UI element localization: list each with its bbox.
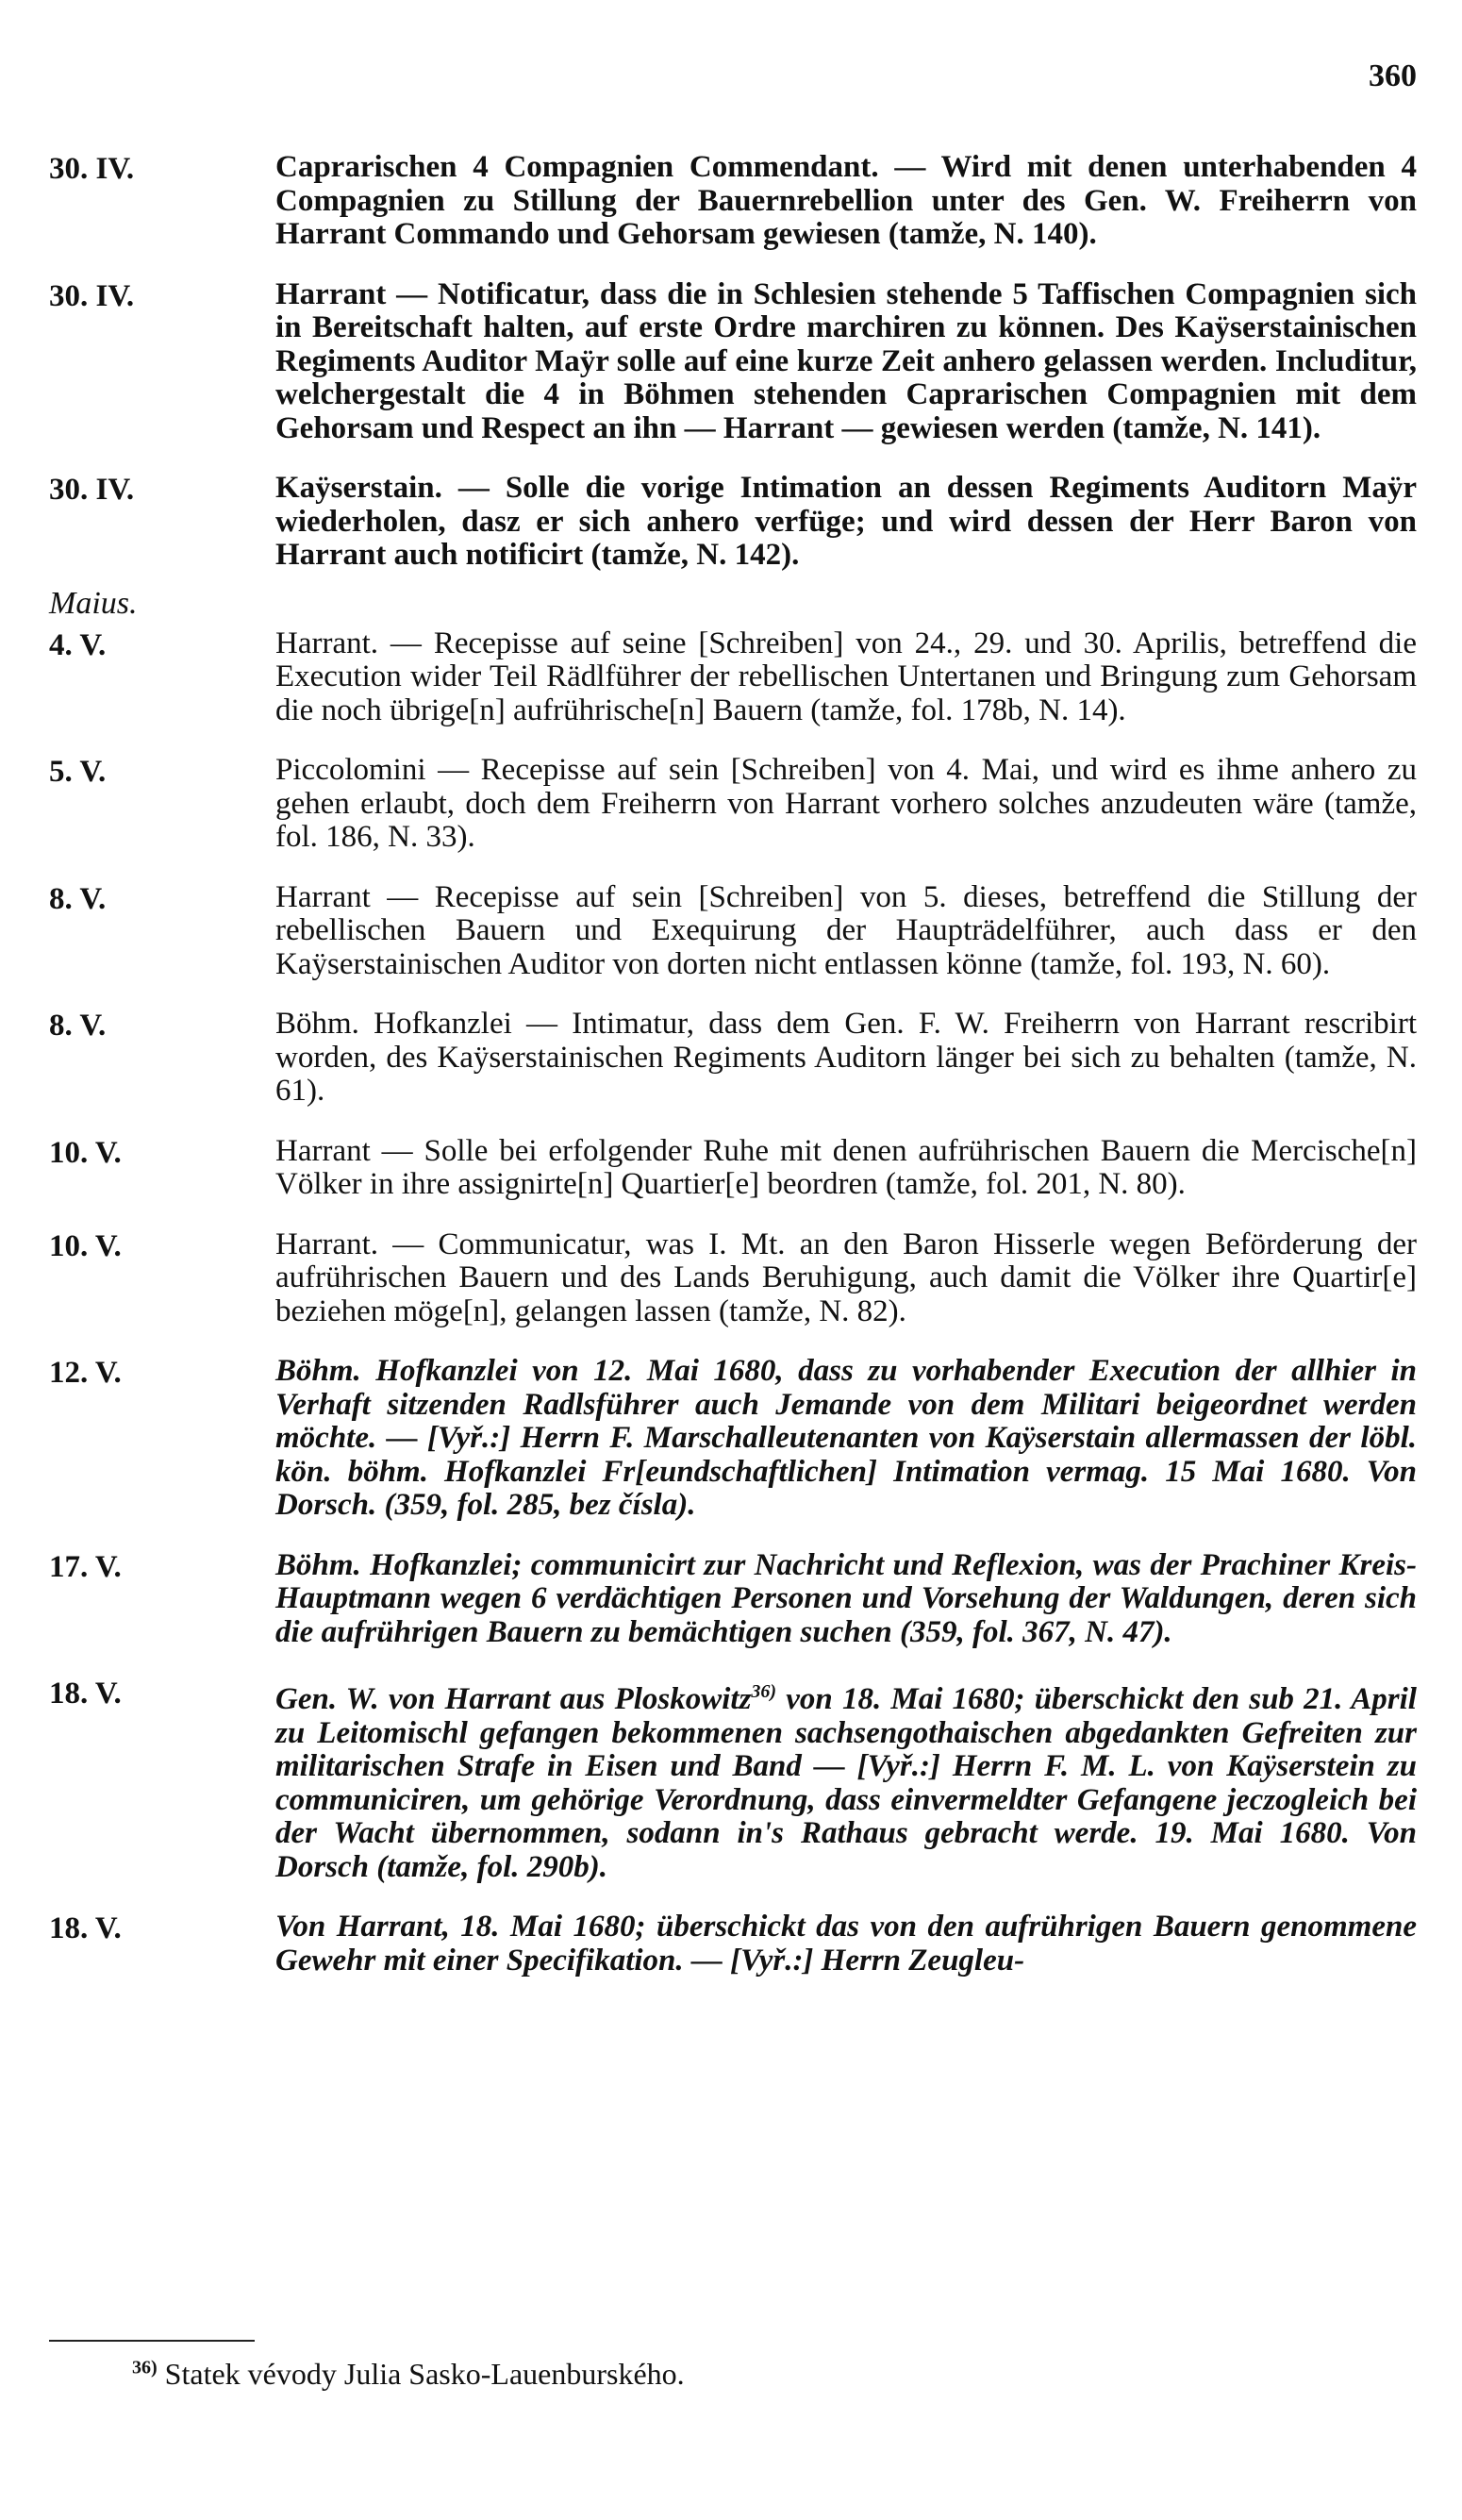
entry-date: 5. V. — [49, 755, 107, 789]
entry-date: 17. V. — [49, 1549, 122, 1584]
list-item — [0, 151, 1462, 252]
footnote-reference[interactable]: 36) — [751, 1681, 777, 1702]
entry-date: 10. V. — [49, 1135, 122, 1170]
list-item — [0, 1135, 1462, 1202]
month-heading: Maius. — [49, 585, 138, 621]
list-item — [0, 1676, 1462, 1884]
list-item — [0, 1008, 1462, 1109]
entry-text: Harrant — Solle bei erfolgender Ruhe mit denen aufrührischen Bauern die Mercische[n] Völker in ihre assignirte[n] Quartier[e] beordren (tamže, fol. 201, N. 80). — [275, 1133, 1417, 1201]
list-item — [0, 754, 1462, 855]
entry-date: 4. V. — [49, 627, 107, 662]
list-item — [0, 1549, 1462, 1650]
entry-text: Harrant. — Recepisse auf seine [Schreiben] von 24., 29. und 30. Aprilis, betreffend die Execution wider Teil Rädlführer der rebellischen Untertanen und Bringung zum Gehorsam die noch übrige[n] aufrührische[n] Bauern (tamže, fol. 178b, N. 14). — [275, 626, 1417, 727]
entry-text: Caprarischen 4 Compagnien Commendant. — Wird mit denen unterhabenden 4 Compagnien zu Stillung der Bauernrebellion unter des Gen. W. Freiherrn von Harrant Commando und Gehorsam gewiesen (tamže, N. 140). — [275, 150, 1417, 251]
entry-text: Kaÿserstain. — Solle die vorige Intimation an dessen Regiments Auditorn Maÿr wiederholen, dasz er sich anhero verfüge; und wird dessen der Herr Baron von Harrant auch notificirt (tamže, N. 142). — [275, 471, 1417, 572]
entry-date: 30. IV. — [49, 278, 135, 313]
entry-date: 8. V. — [49, 881, 107, 916]
list-item — [0, 472, 1462, 573]
list-item — [0, 1228, 1462, 1329]
entry-date: 30. IV. — [49, 152, 135, 186]
entry-text: Von Harrant, 18. Mai 1680; überschickt das von den aufrührigen Bauern genommene Gewehr mit einer Specifikation. — [Vyř.:] Herrn Zeugleu- — [275, 1910, 1417, 1978]
footnote-divider — [49, 2340, 255, 2342]
list-item — [0, 627, 1462, 728]
entry-date: 30. IV. — [49, 473, 135, 507]
entry-date: 18. V. — [49, 1911, 122, 1945]
entry-date: 10. V. — [49, 1228, 122, 1263]
list-item — [0, 278, 1462, 446]
page-number: 360 — [1369, 58, 1417, 93]
list-item — [0, 881, 1462, 982]
entry-text-before: Gen. W. von Harrant aus Ploskowitz — [275, 1682, 752, 1716]
footnote-mark: 36) — [132, 2357, 158, 2378]
entries-list — [0, 151, 1462, 2004]
entry-text: Böhm. Hofkanzlei — Intimatur, dass dem Gen. F. W. Freiherrn von Harrant rescribirt worden, des Kaÿserstainischen Regiments Auditorn länger bei sich zu behalten (tamže, N. 61). — [275, 1007, 1417, 1108]
entry-text: Harrant. — Communicatur, was I. Mt. an den Baron Hisserle wegen Beförderung der aufrührischen Bauern und des Lands Beruhigung, auch damit die Völker ihre Quartir[e] beziehen möge[n], gelangen lassen (tamže, N. 82). — [275, 1227, 1417, 1328]
entry-text: Böhm. Hofkanzlei; communicirt zur Nachricht und Reflexion, was der Prachiner Kreis-Hauptmann wegen 6 verdächtigen Personen und Vorsehung der Waldungen, deren sich die aufrührigen Bauern zu bemächtigen suchen (359, fol. 367, N. 47). — [275, 1547, 1417, 1649]
entry-text: Piccolomini — Recepisse auf sein [Schreiben] von 4. Mai, und wird es ihme anhero zu gehen erlaubt, doch dem Freiherrn von Harrant vorhero solches anzudeuten wäre (tamže, fol. 186, N. 33). — [275, 753, 1417, 854]
entry-text: Harrant — Notificatur, dass die in Schlesien stehende 5 Taffischen Compagnien sich in Bereitschaft halten, auf erste Ordre marchiren zu können. Des Kaÿserstainischen Regiments Auditor Maÿr solle auf eine kurze Zeit anhero gelassen werden. Includitur, welchergestalt die 4 in Böhmen stehenden Caprarischen Compagnien mit dem Gehorsam und Respect an ihn — Harrant — gewiesen werden (tamže, N. 141). — [275, 276, 1417, 445]
list-item — [0, 1911, 1462, 1978]
footnote-text: Statek vévody Julia Sasko-Lauenburského. — [164, 2357, 685, 2391]
entry-text — [275, 1676, 1417, 1884]
entry-text: Harrant — Recepisse auf sein [Schreiben] von 5. dieses, betreffend die Stillung der rebellischen Bauern und Exequirung der Haupträdelführer, auch dass er den Kaÿserstainischen Auditor von dorten nicht entlassen könne (tamže, fol. 193, N. 60). — [275, 879, 1417, 981]
entry-text-after: von 18. Mai 1680; überschickt den sub 21. April zu Leitomischl gefangen bekommenen sachsengothaischen abgedankten Gefreiten zur militarischen Strafe in Eisen und Band — [Vyř.:] Herrn F. M. L. von Kaÿserstein zu communiciren, um gehörige Verordnung, dass einvermeldter Gefangene jeczogleich bei der Wacht übernommen, sodann in's Rathaus gebracht werde. 19. Mai 1680. Von Dorsch (tamže, fol. 290b). — [275, 1682, 1417, 1884]
list-item — [0, 1355, 1462, 1523]
entry-date: 12. V. — [49, 1356, 122, 1390]
entry-date: 18. V. — [49, 1677, 122, 1711]
entry-text: Böhm. Hofkanzlei von 12. Mai 1680, dass zu vorhabender Execution der allhier in Verhaft sitzenden Radlsführer auch Jemande von dem Militari beigeordnet werden möchte. — [Vyř.:] Herrn F. Marschalleutenanten von Kaÿserstain allermassen der löbl. kön. böhm. Hofkanzlei Fr[eundschaftlichen] Intimation vermag. 15 Mai 1680. Von Dorsch. (359, fol. 285, bez čísla). — [275, 1354, 1417, 1522]
entry-date: 8. V. — [49, 1009, 107, 1043]
footnote — [132, 2357, 685, 2392]
